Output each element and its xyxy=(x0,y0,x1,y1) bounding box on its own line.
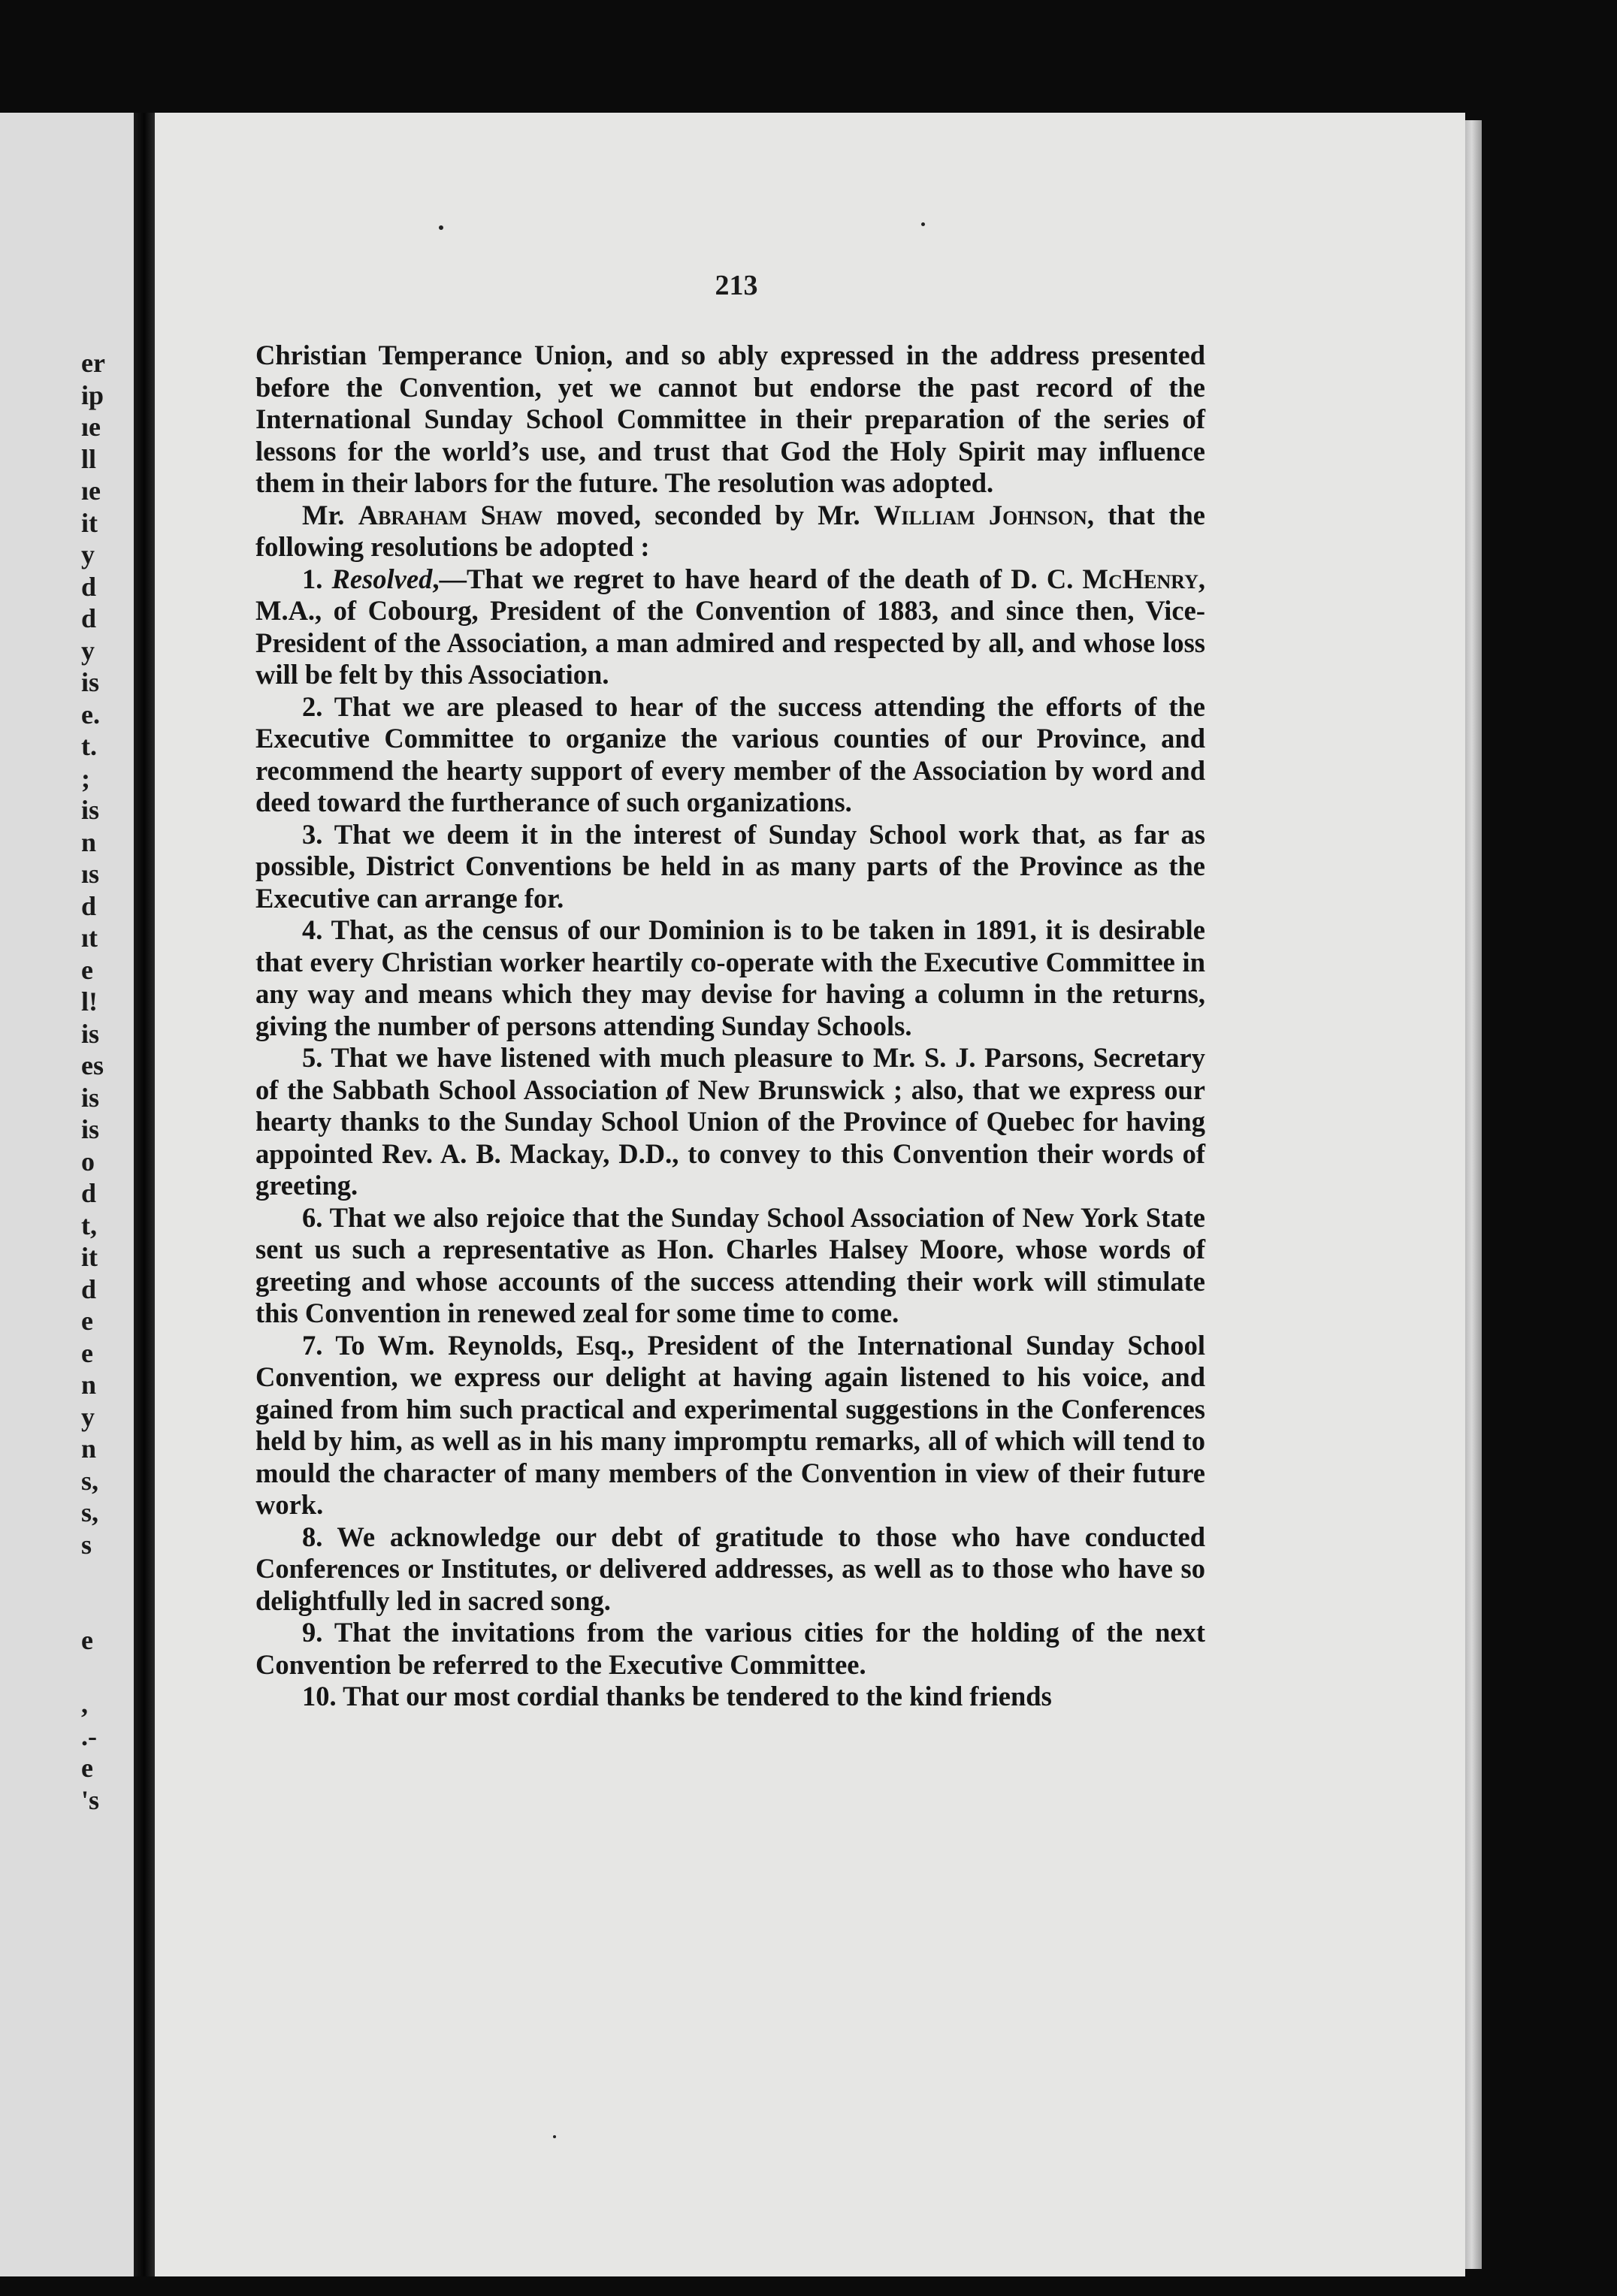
paragraph: 5. That we have listened with much pleasure to Mr. S. J. Parsons, Secretary of the Sabbath School Association of New Brunswick ; also, that we express our hearty thanks to the Sunday School Union of the Province of Quebec for having appointed Rev. A. B. Mackay, D.D., to convey to this Convention their words of greeting. xyxy=(255,1042,1205,1201)
paragraph xyxy=(255,563,1205,691)
paragraph: 6. That we also rejoice that the Sunday School Association of New York State sent us such a representative as Hon. Charles Halsey Moore, whose words of greeting and whose accounts of the success attending their work will stimulate this Convention in renewed zeal for some time to come. xyxy=(255,1201,1205,1328)
paragraph: 9. That the invitations from the various cities for the holding of the next Convention be referred to the Executive Committee. xyxy=(255,1617,1205,1680)
line-ending-fragment: e xyxy=(81,1753,93,1783)
text-run: 1. xyxy=(302,563,332,594)
small-caps-name: William Johnson xyxy=(873,499,1087,530)
line-ending-fragment: d xyxy=(81,890,97,921)
page-edge xyxy=(1465,120,1482,2269)
small-caps-name: McHenry xyxy=(1082,563,1198,594)
line-ending-fragment: y xyxy=(81,635,95,666)
line-ending-fragment: t, xyxy=(81,1210,97,1240)
line-ending-fragment: is xyxy=(81,795,100,825)
paragraph: 2. That we are pleased to hear of the success attending the efforts of the Executive Committee to organize the various counties of our Province, and recommend the hearty support of every member of the Association by word and deed toward the furtherance of such organizations. xyxy=(255,690,1205,817)
line-ending-fragment: 's xyxy=(81,1784,100,1815)
text-run: Mr. xyxy=(302,499,358,530)
line-ending-fragment: ıs xyxy=(81,859,100,889)
line-ending-fragment: s xyxy=(81,1529,92,1560)
page-number: 213 xyxy=(715,270,758,301)
line-ending-fragment xyxy=(81,1593,126,1625)
line-ending-fragment: n xyxy=(81,1433,97,1464)
line-ending-fragment: ip xyxy=(81,379,104,410)
text-run: ,—That we regret to have heard of the death of D. C. xyxy=(432,563,1083,594)
line-ending-fragment: it xyxy=(81,507,98,538)
line-ending-fragment: s, xyxy=(81,1497,99,1527)
italic-term: Resolved xyxy=(331,563,433,594)
line-ending-fragment: e xyxy=(81,1337,93,1368)
line-ending-fragment: , xyxy=(81,1689,88,1719)
small-caps-name: Abraham Shaw xyxy=(358,499,543,530)
line-ending-fragment: e xyxy=(81,1306,93,1336)
line-ending-fragment: es xyxy=(81,1050,104,1080)
line-ending-fragment: n xyxy=(81,826,97,857)
line-ending-fragment: ıe xyxy=(81,412,101,442)
line-ending-fragment: y xyxy=(81,1401,95,1432)
line-ending-fragment: d xyxy=(81,1273,97,1304)
line-ending-fragment xyxy=(81,1560,126,1593)
dust-speck xyxy=(553,2135,556,2138)
line-ending-fragment: ıe xyxy=(81,476,101,506)
line-ending-fragment: s, xyxy=(81,1465,99,1496)
line-ending-fragment: y xyxy=(81,539,95,569)
line-ending-fragment: is xyxy=(81,1082,100,1113)
line-ending-fragment: ; xyxy=(81,763,90,793)
paragraph: 10. That our most cordial thanks be tendered to the kind friends xyxy=(302,1681,1052,1711)
line-ending-fragment: er xyxy=(81,348,105,378)
paragraph: 8. We acknowledge our debt of gratitude to those who have conducted Conferences or Institutes, or delivered addresses, as well as to those who have so delightfully led in sacred song. xyxy=(255,1521,1205,1616)
line-ending-fragment: .- xyxy=(81,1720,97,1751)
text-run: , M.A., of Cobourg, President of the Convention of 1883, and since then, Vice-President of the Association, a man admired and respected by all, and whose loss will be felt by this Association. xyxy=(255,563,1206,690)
dust-speck xyxy=(439,225,443,230)
previous-page-line-endings xyxy=(81,347,126,1816)
paragraph xyxy=(255,500,1205,563)
line-ending-fragment xyxy=(81,1657,126,1689)
line-ending-fragment: is xyxy=(81,1114,100,1144)
line-ending-fragment: d xyxy=(81,603,97,633)
line-ending-fragment: n xyxy=(81,1370,97,1400)
line-ending-fragment: is xyxy=(81,1018,100,1049)
line-ending-fragment: it xyxy=(81,1242,98,1272)
line-ending-fragment: e xyxy=(81,1625,93,1655)
previous-page-fragment xyxy=(0,113,134,2276)
paragraph: 4. That, as the census of our Dominion is to be taken in 1891, it is desirable that every Christian worker heartily co-operate with the Executive Committee in any way and means which they may devise for having a column in the returns, giving the number of persons attending Sunday Schools. xyxy=(255,914,1205,1041)
line-ending-fragment: d xyxy=(81,1178,97,1208)
line-ending-fragment: t. xyxy=(81,731,97,761)
line-ending-fragment: ll xyxy=(81,443,97,474)
dust-speck xyxy=(921,222,925,226)
line-ending-fragment: o xyxy=(81,1146,95,1177)
paragraph: Christian Temperance Union, and so ably expressed in the address presented before the Convention, yet we cannot but endorse the past record of the International Sunday School Committee in their preparation of the series of lessons for the world’s use, and trust that God the Holy Spirit may influence them in their labors for the future. The resolution was adopted. xyxy=(255,340,1205,498)
page-body-text xyxy=(255,340,1205,1713)
text-run: , that the following resolutions be adopted : xyxy=(255,499,1205,562)
book-gutter xyxy=(134,113,155,2276)
paragraph: 7. To Wm. Reynolds, Esq., President of the International Sunday School Convention, we express our delight at having again listened to his voice, and gained from him such practical and experimental suggestions in the Conferences held by him, as well as in his many impromptu remarks, all of which will tend to mould the character of many members of the Convention in view of their future work. xyxy=(255,1329,1205,1520)
line-ending-fragment: e. xyxy=(81,699,100,730)
line-ending-fragment: ıt xyxy=(81,923,98,953)
line-ending-fragment: d xyxy=(81,571,97,602)
paragraph: 3. That we deem it in the interest of Sunday School work that, as far as possible, District Conventions be held in as many parts of the Province as the Executive can arrange for. xyxy=(255,818,1205,914)
text-run: moved, seconded by Mr. xyxy=(543,499,874,530)
line-ending-fragment: is xyxy=(81,667,100,697)
line-ending-fragment: l! xyxy=(81,986,98,1017)
line-ending-fragment: e xyxy=(81,954,93,985)
